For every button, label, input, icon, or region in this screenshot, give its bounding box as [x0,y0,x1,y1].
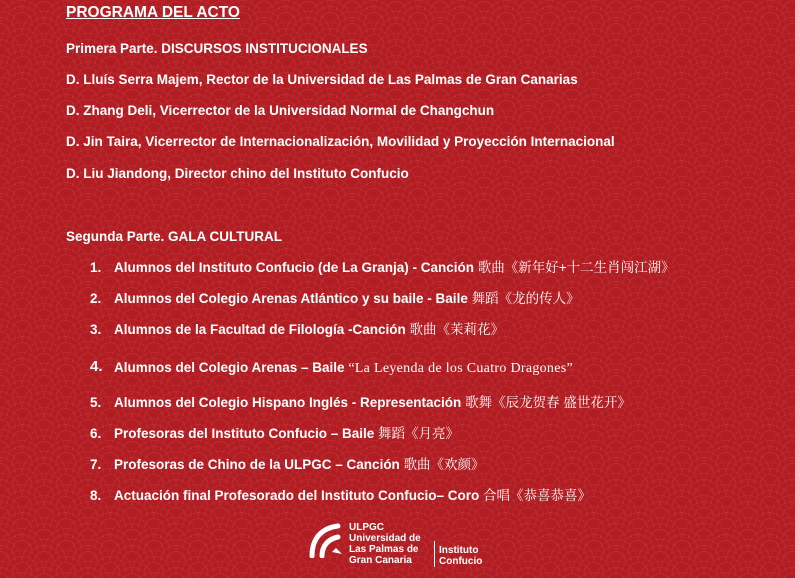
logo-line: Las Palmas de [349,544,419,555]
program-item [114,259,675,277]
program-item-chinese: 舞蹈《月亮》 [378,426,460,441]
logo-line: Gran Canaria [349,555,412,566]
ulpgc-confucio-logo [308,518,508,570]
program-item [114,425,459,443]
logo-acronym: ULPGC [349,522,384,533]
program-item [114,359,573,378]
program-item-chinese: 歌舞《辰龙贺春 盛世花开》 [465,395,631,410]
ulpgc-logo-icon [308,522,344,558]
speaker-line: D. Lluís Serra Majem, Rector de la Universidad de Las Palmas de Gran Canarias [66,72,578,87]
program-item-quote: “La Leyenda de los Cuatro Dragones” [348,361,574,376]
program-item-text: Profesoras de Chino de la ULPGC – Canción [114,457,404,472]
item-number: 2. [90,291,102,306]
program-item-chinese: 歌曲《茉莉花》 [409,322,505,337]
logo-divider [434,541,435,567]
item-number: 4. [90,358,103,375]
program-item-chinese: 歌曲《欢颜》 [403,457,485,472]
program-item-text: Alumnos del Colegio Arenas – Baile [114,360,349,375]
item-number: 1. [90,260,102,275]
program-item-text: Actuación final Profesorado del Instituto Confucio– Coro [114,488,484,503]
part2-heading: Segunda Parte. GALA CULTURAL [66,229,283,244]
program-item-chinese: 舞蹈《龙的传人》 [471,291,580,306]
part1-heading: Primera Parte. DISCURSOS INSTITUCIONALES [66,41,368,56]
program-item-text: Alumnos del Instituto Confucio (de La Granja) - Canción [114,260,478,275]
speaker-line: D. Jin Taira, Vicerrector de Internacionalización, Movilidad y Proyección Internacional [66,134,615,149]
logo-institute-name [439,545,482,567]
program-item [114,394,631,412]
speaker-line: D. Liu Jiandong, Director chino del Instituto Confucio [66,166,409,181]
program-item [114,290,580,308]
item-number: 7. [90,457,102,472]
program-item-text: Alumnos del Colegio Arenas Atlántico y su baile - Baile [114,291,472,306]
item-number: 6. [90,426,102,441]
program-item-text: Alumnos de la Facultad de Filología -Canción [114,322,410,337]
program-item-chinese: 合唱《恭喜恭喜》 [483,488,592,503]
item-number: 3. [90,322,102,337]
logo-university-name [349,533,421,566]
speaker-line: D. Zhang Deli, Vicerrector de la Universidad Normal de Changchun [66,103,495,118]
program-item-chinese: 歌曲《新年好+十二生肖闯江湖》 [477,260,675,275]
program-item [114,321,504,339]
program-item [114,487,591,505]
item-number: 8. [90,488,102,503]
page-title: PROGRAMA DEL ACTO [66,4,240,21]
logo-line: Confucio [439,556,483,567]
program-item [114,456,485,474]
program-item-text: Profesoras del Instituto Confucio – Baile [114,426,379,441]
program-item-text: Alumnos del Colegio Hispano Inglés - Representación [114,395,466,410]
logo-line: Instituto [439,545,479,556]
item-number: 5. [90,395,102,410]
logo-line: Universidad de [349,533,421,544]
